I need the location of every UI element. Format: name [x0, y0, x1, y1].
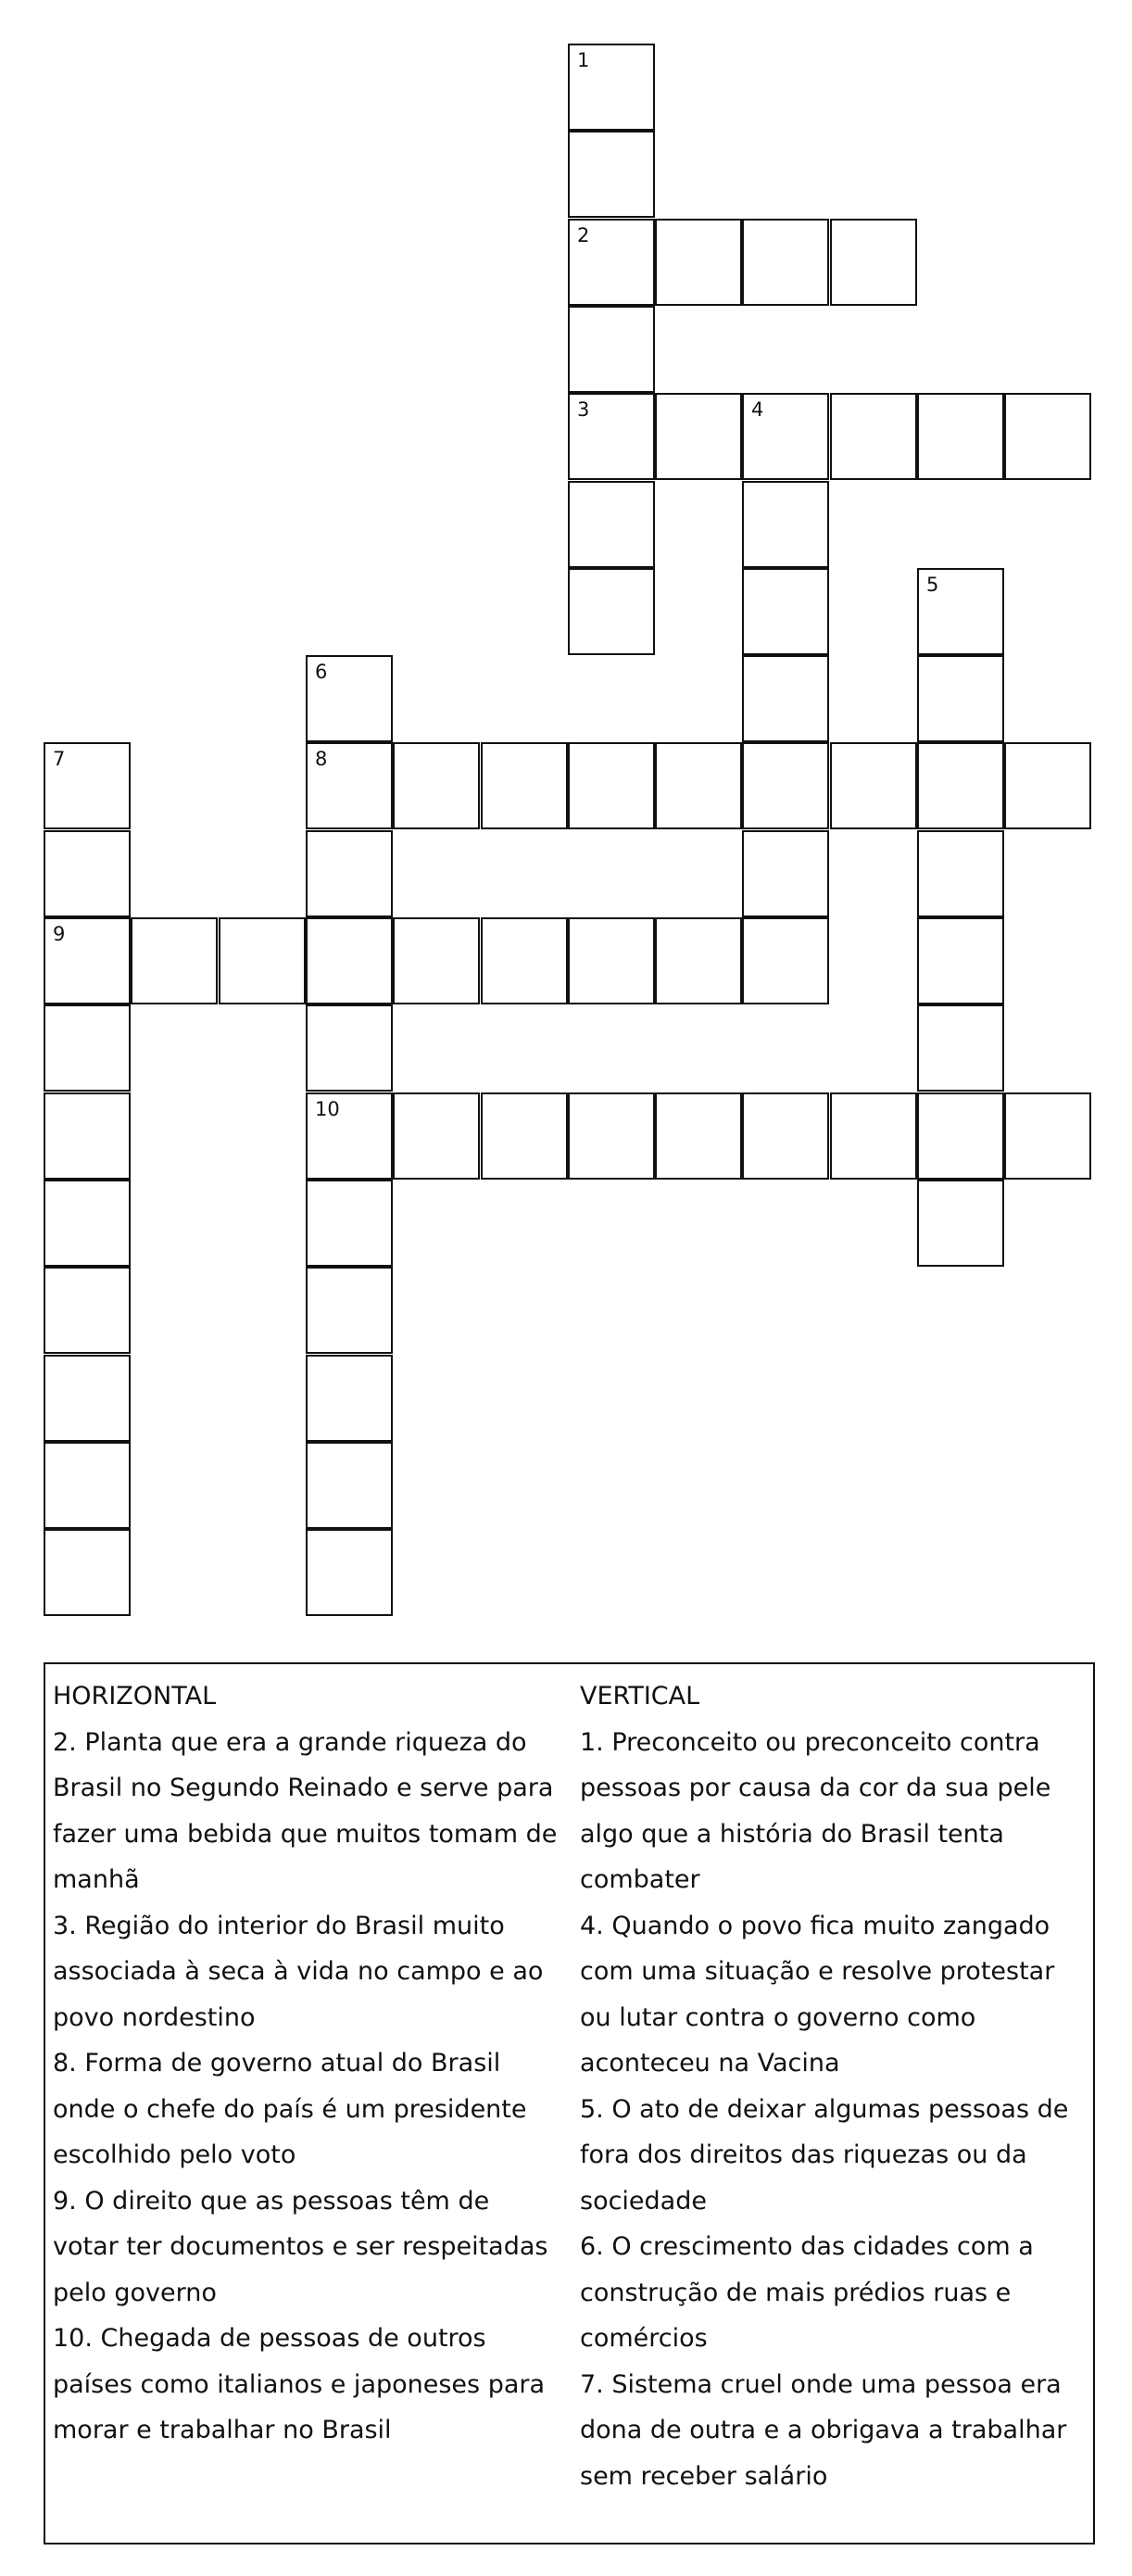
grid-cell[interactable] [917, 742, 1004, 829]
grid-cell[interactable] [742, 655, 829, 742]
grid-cell[interactable] [306, 917, 393, 1004]
grid-cell[interactable] [306, 1529, 393, 1616]
grid-cell[interactable] [655, 393, 742, 480]
grid-cell[interactable] [306, 1267, 393, 1354]
grid-cell[interactable] [568, 1092, 655, 1180]
clue-number: 3 [577, 398, 590, 421]
grid-cell[interactable] [830, 393, 917, 480]
grid-cell[interactable] [44, 830, 131, 917]
clue-number: 8 [315, 748, 328, 770]
grid-cell[interactable] [917, 1180, 1004, 1267]
grid-cell[interactable] [742, 219, 829, 306]
grid-cell[interactable] [568, 393, 655, 480]
grid-cell[interactable] [742, 742, 829, 829]
clue-number: 2 [577, 224, 590, 246]
grid-cell[interactable] [44, 1267, 131, 1354]
vertical-clues [580, 1673, 1085, 2499]
grid-cell[interactable] [568, 742, 655, 829]
grid-cell[interactable] [568, 131, 655, 218]
clue-number: 10 [315, 1098, 340, 1120]
horizontal-clues [53, 1673, 558, 2454]
clue-number: 4 [751, 398, 764, 421]
grid-cell[interactable] [655, 1092, 742, 1180]
clue-h8: 8. Forma de governo atual do Brasil onde o chefe do país é um presidente escolhido pelo voto [53, 2049, 527, 2169]
grid-cell[interactable] [742, 917, 829, 1004]
grid-cell[interactable] [917, 655, 1004, 742]
grid-cell[interactable] [568, 306, 655, 393]
clue-number: 9 [53, 923, 66, 945]
clue-h10: 10. Chegada de pessoas de outros países como italianos e japoneses para morar e trabalhar no Brasil [53, 2324, 546, 2444]
grid-cell[interactable] [306, 655, 393, 742]
clue-v5: 5. O ato de deixar algumas pessoas de fora dos direitos das riquezas ou da sociedade [580, 2094, 1069, 2216]
grid-cell[interactable] [830, 219, 917, 306]
clue-v4: 4. Quando o povo fica muito zangado com uma situação e resolve protestar ou lutar contra o governo como aconteceu na Vacina [580, 1911, 1055, 2077]
grid-cell[interactable] [306, 1442, 393, 1529]
grid-cell[interactable] [306, 1180, 393, 1267]
grid-cell[interactable] [306, 1004, 393, 1092]
clue-number: 5 [926, 574, 939, 596]
grid-cell[interactable] [481, 917, 568, 1004]
clue-v1: 1. Preconceito ou preconceito contra pessoas por causa da cor da sua pele algo que a história do Brasil tenta combater [580, 1727, 1051, 1894]
grid-cell[interactable] [655, 917, 742, 1004]
grid-cell[interactable] [44, 1092, 131, 1180]
grid-cell[interactable] [1004, 1092, 1091, 1180]
grid-cell[interactable] [742, 393, 829, 480]
grid-cell[interactable] [917, 917, 1004, 1004]
grid-cell[interactable] [481, 1092, 568, 1180]
grid-cell[interactable] [655, 219, 742, 306]
grid-cell[interactable] [393, 917, 480, 1004]
grid-cell[interactable] [44, 742, 131, 829]
grid-cell[interactable] [917, 1004, 1004, 1092]
clues-box [44, 1662, 1095, 2544]
grid-cell[interactable] [393, 1092, 480, 1180]
clue-h3: 3. Região do interior do Brasil muito associada à seca à vida no campo e ao povo nordestino [53, 1911, 544, 2032]
grid-cell[interactable] [44, 1355, 131, 1442]
grid-cell[interactable] [131, 917, 218, 1004]
clue-number: 7 [53, 748, 66, 770]
clue-v6: 6. O crescimento das cidades com a construção de mais prédios ruas e comércios [580, 2232, 1034, 2353]
clue-number: 1 [577, 49, 590, 71]
grid-cell[interactable] [742, 481, 829, 568]
grid-cell[interactable] [306, 830, 393, 917]
grid-cell[interactable] [655, 742, 742, 829]
grid-cell[interactable] [44, 917, 131, 1004]
grid-cell[interactable] [481, 742, 568, 829]
grid-cell[interactable] [742, 830, 829, 917]
grid-cell[interactable] [393, 742, 480, 829]
grid-cell[interactable] [44, 1442, 131, 1529]
grid-cell[interactable] [742, 1092, 829, 1180]
grid-cell[interactable] [306, 1092, 393, 1180]
clue-number: 6 [315, 661, 328, 683]
grid-cell[interactable] [917, 830, 1004, 917]
grid-cell[interactable] [830, 742, 917, 829]
grid-cell[interactable] [917, 568, 1004, 655]
grid-cell[interactable] [44, 1180, 131, 1267]
grid-cell[interactable] [917, 1092, 1004, 1180]
grid-cell[interactable] [830, 1092, 917, 1180]
grid-cell[interactable] [917, 393, 1004, 480]
horizontal-heading: HORIZONTAL [53, 1682, 217, 1711]
clue-h2: 2. Planta que era a grande riqueza do Brasil no Segundo Reinado e serve para fazer uma bebida que muitos tomam de manhã [53, 1727, 558, 1894]
grid-cell[interactable] [219, 917, 306, 1004]
clue-v7: 7. Sistema cruel onde uma pessoa era dona de outra e a obrigava a trabalhar sem receber salário [580, 2369, 1067, 2491]
clue-h9: 9. O direito que as pessoas têm de votar ter documentos e ser respeitadas pelo governo [53, 2186, 548, 2307]
grid-cell[interactable] [568, 481, 655, 568]
grid-cell[interactable] [568, 568, 655, 655]
grid-cell[interactable] [1004, 393, 1091, 480]
grid-cell[interactable] [568, 44, 655, 131]
grid-cell[interactable] [44, 1004, 131, 1092]
grid-cell[interactable] [568, 219, 655, 306]
grid-cell[interactable] [44, 1529, 131, 1616]
grid-cell[interactable] [306, 742, 393, 829]
grid-cell[interactable] [306, 1355, 393, 1442]
vertical-heading: VERTICAL [580, 1682, 700, 1711]
grid-cell[interactable] [568, 917, 655, 1004]
grid-cell[interactable] [742, 568, 829, 655]
grid-cell[interactable] [1004, 742, 1091, 829]
